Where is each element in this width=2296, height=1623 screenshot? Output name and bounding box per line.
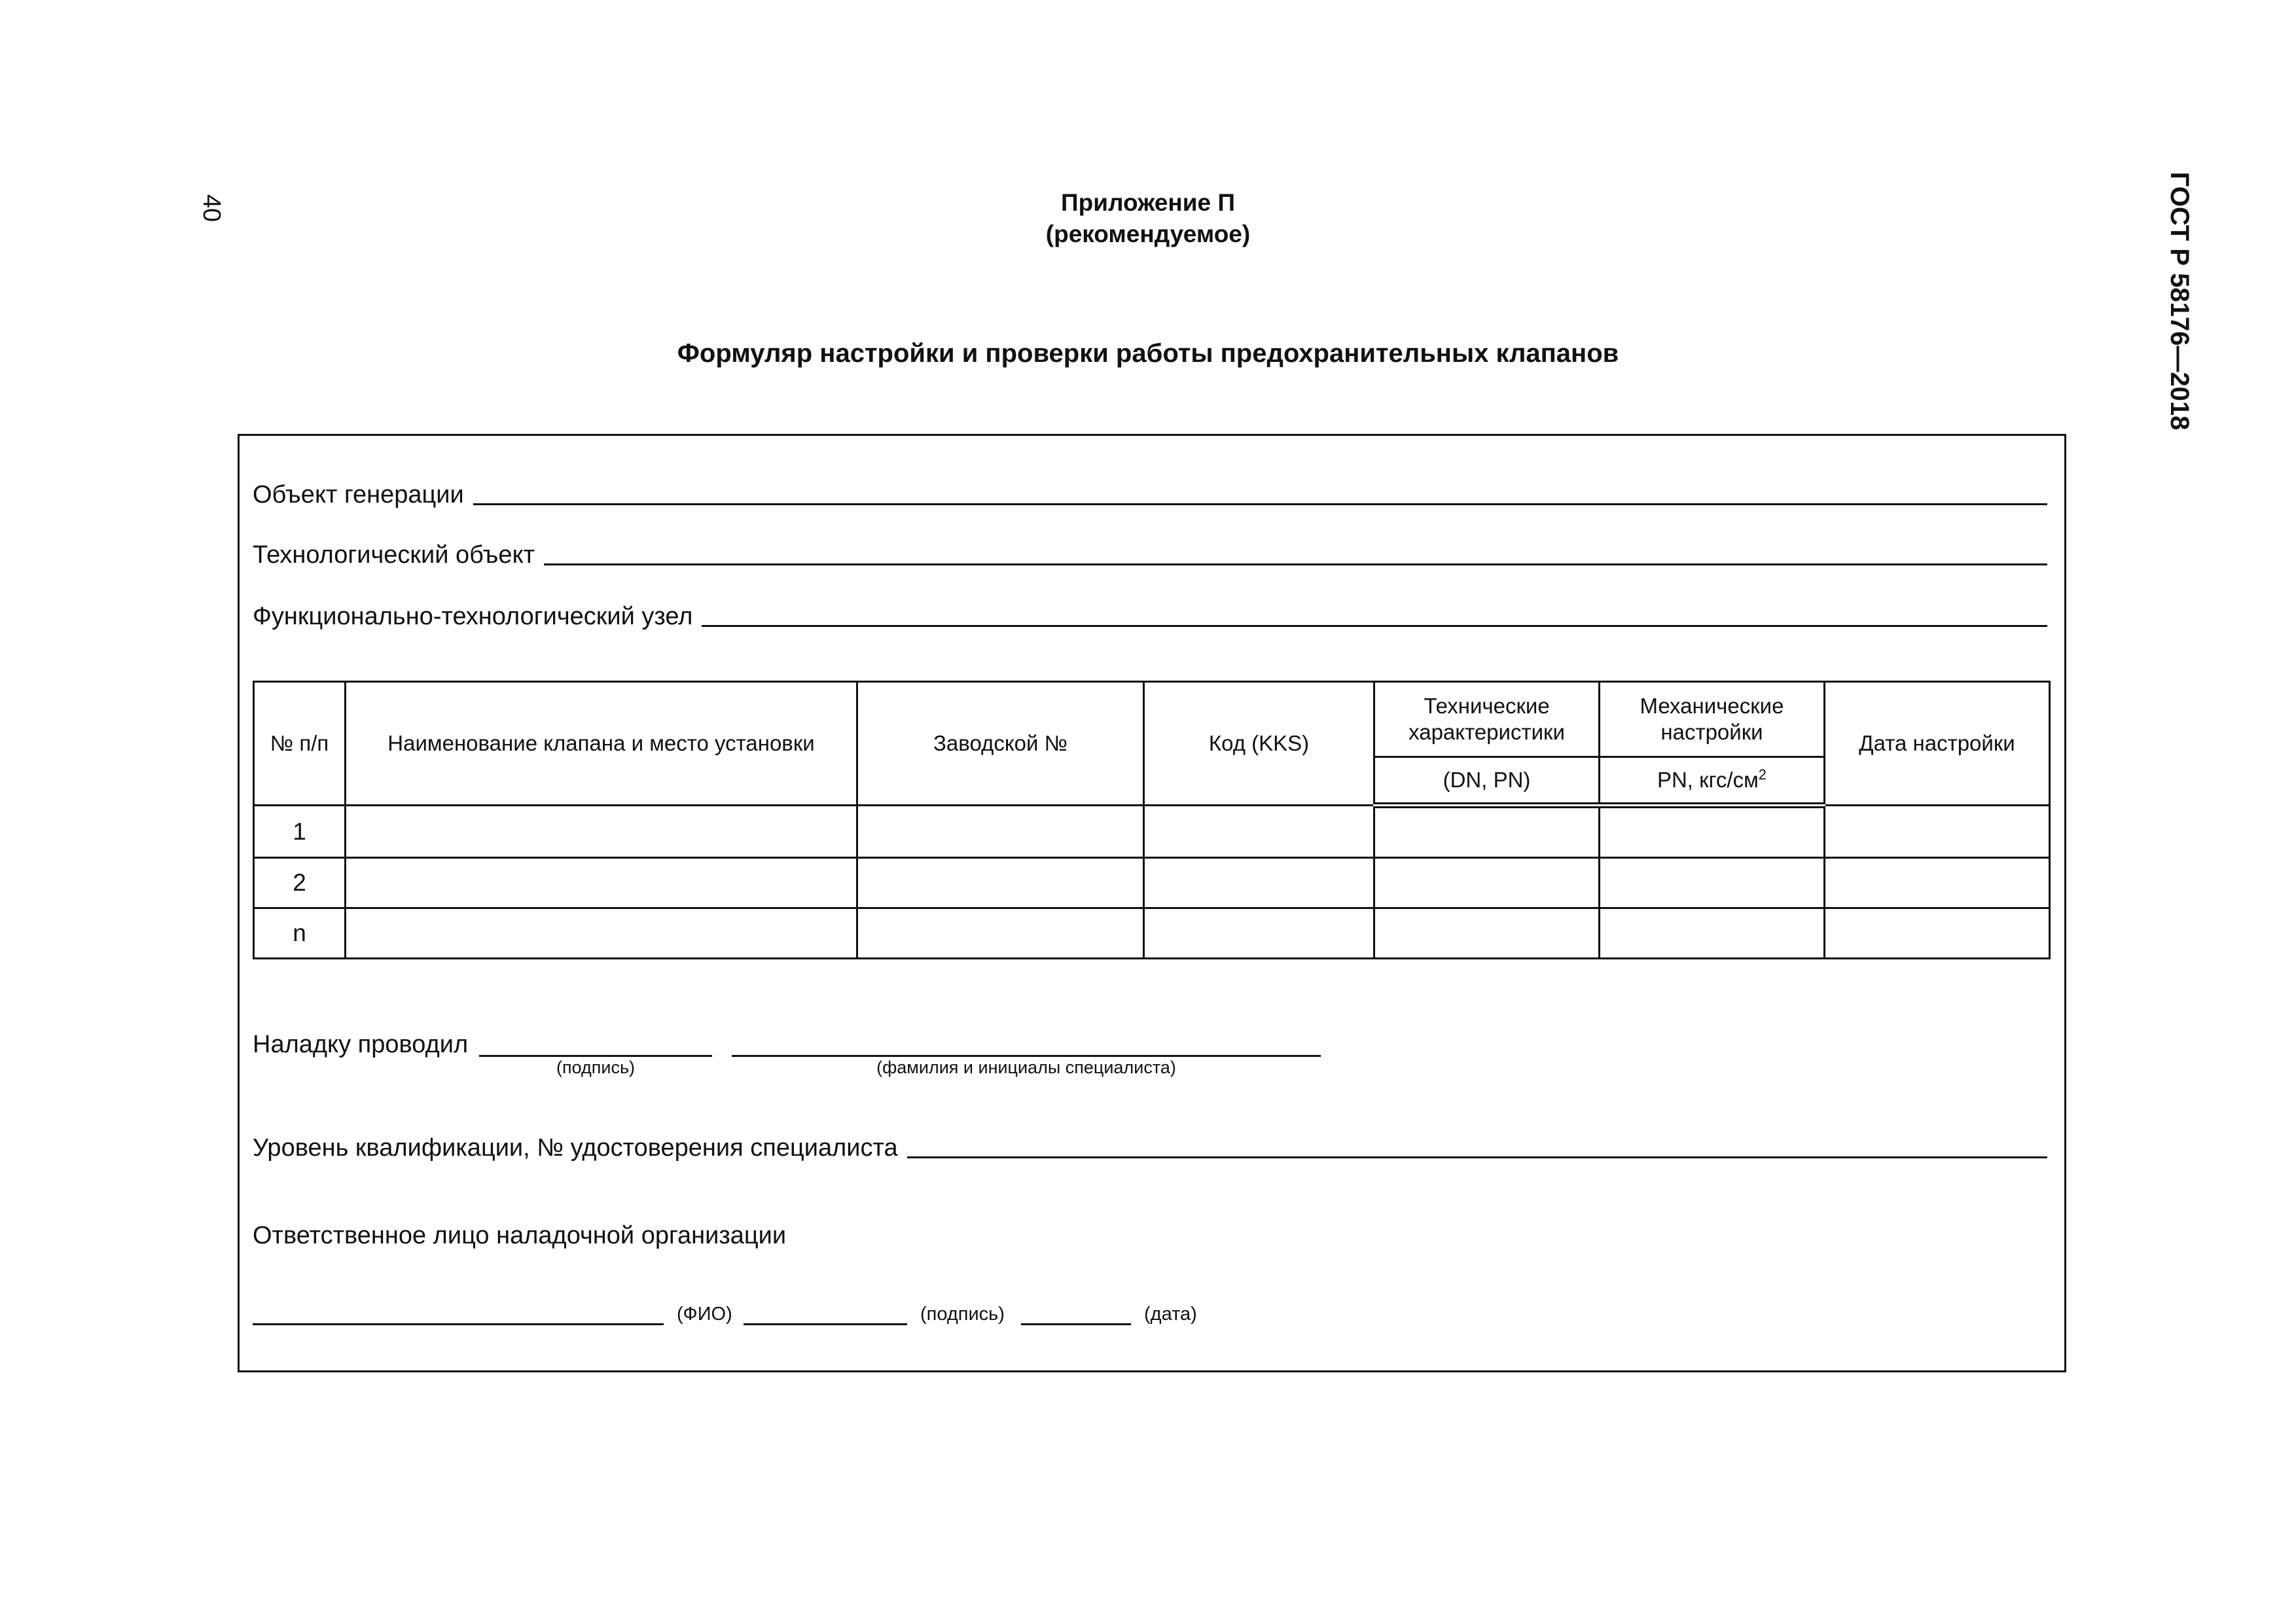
kks-code-cell[interactable] — [1144, 908, 1374, 959]
page-number: 40 — [198, 194, 225, 223]
table-row — [254, 858, 2050, 908]
functional-node-label: Функционально-технологический узел — [253, 603, 693, 630]
qualification-label: Уровень квалификации, № удостоверения специалиста — [253, 1134, 898, 1162]
generation-object-field — [253, 480, 2047, 509]
responsible-signature-caption: (подпись) — [920, 1304, 1005, 1325]
header-mechanical-settings: Механические настройки — [1600, 682, 1825, 757]
mechanical-settings-cell[interactable] — [1600, 858, 1825, 908]
technological-object-input-line[interactable] — [544, 563, 2047, 565]
header-setting-date: Дата настройки — [1825, 682, 2050, 806]
header-serial-number: Заводской № — [857, 682, 1144, 806]
kks-code-cell[interactable] — [1144, 858, 1374, 908]
qualification-field — [253, 1133, 2047, 1162]
technical-characteristics-cell[interactable] — [1374, 806, 1600, 858]
responsible-date-line[interactable] — [1021, 1323, 1131, 1325]
mechanical-settings-cell[interactable] — [1600, 908, 1825, 959]
row-number: 1 — [254, 806, 346, 858]
annex-heading — [886, 187, 1410, 250]
valves-table — [253, 681, 2051, 959]
row-number: n — [254, 908, 346, 959]
mechanical-settings-cell[interactable] — [1600, 806, 1825, 858]
header-number: № п/п — [254, 682, 346, 806]
qualification-input-line[interactable] — [907, 1156, 2047, 1158]
technical-characteristics-cell[interactable] — [1374, 858, 1600, 908]
mech-units-superscript: 2 — [1758, 766, 1767, 783]
generation-object-input-line[interactable] — [473, 503, 2047, 505]
serial-number-cell[interactable] — [857, 908, 1144, 959]
responsible-fio-caption: (ФИО) — [677, 1304, 732, 1325]
adjustment-name-caption: (фамилия и инициалы специалиста) — [876, 1058, 1176, 1077]
header-tech-units: (DN, PN) — [1374, 757, 1600, 806]
table-row — [254, 908, 2050, 959]
serial-number-cell[interactable] — [857, 858, 1144, 908]
serial-number-cell[interactable] — [857, 806, 1144, 858]
functional-node-input-line[interactable] — [702, 625, 2047, 627]
setting-date-cell[interactable] — [1825, 908, 2050, 959]
header-valve-name: Наименование клапана и место установки — [346, 682, 857, 806]
setting-date-cell[interactable] — [1825, 806, 2050, 858]
functional-node-field — [253, 602, 2047, 631]
header-technical-characteristics: Технические характеристики — [1374, 682, 1600, 757]
technological-object-field — [253, 541, 2047, 569]
adjustment-signature-caption: (подпись) — [556, 1058, 636, 1077]
annex-title: Приложение П — [1061, 189, 1235, 216]
responsible-date-caption: (дата) — [1144, 1304, 1197, 1325]
valve-name-cell[interactable] — [346, 908, 857, 959]
valve-name-cell[interactable] — [346, 858, 857, 908]
setting-date-cell[interactable] — [1825, 858, 2050, 908]
form-title: Формуляр настройки и проверки работы предохранительных клапанов — [677, 339, 1619, 368]
generation-object-label: Объект генерации — [253, 481, 464, 508]
table-row — [254, 806, 2050, 858]
technological-object-label: Технологический объект — [253, 541, 535, 569]
standard-code: ГОСТ Р 58176—2018 — [2165, 171, 2194, 431]
responsible-fio-line[interactable] — [253, 1323, 664, 1325]
responsible-label: Ответственное лицо наладочной организации — [253, 1222, 787, 1249]
responsible-signature-line[interactable] — [744, 1323, 907, 1325]
row-number: 2 — [254, 858, 346, 908]
valve-name-cell[interactable] — [346, 806, 857, 858]
header-kks-code: Код (KKS) — [1144, 682, 1374, 806]
mech-units-base: PN, кгс/см — [1657, 768, 1759, 792]
annex-status: (рекомендуемое) — [1045, 221, 1251, 247]
header-mech-units — [1600, 757, 1825, 806]
adjustment-label: Наладку проводил — [253, 1031, 469, 1058]
kks-code-cell[interactable] — [1144, 806, 1374, 858]
technical-characteristics-cell[interactable] — [1374, 908, 1600, 959]
